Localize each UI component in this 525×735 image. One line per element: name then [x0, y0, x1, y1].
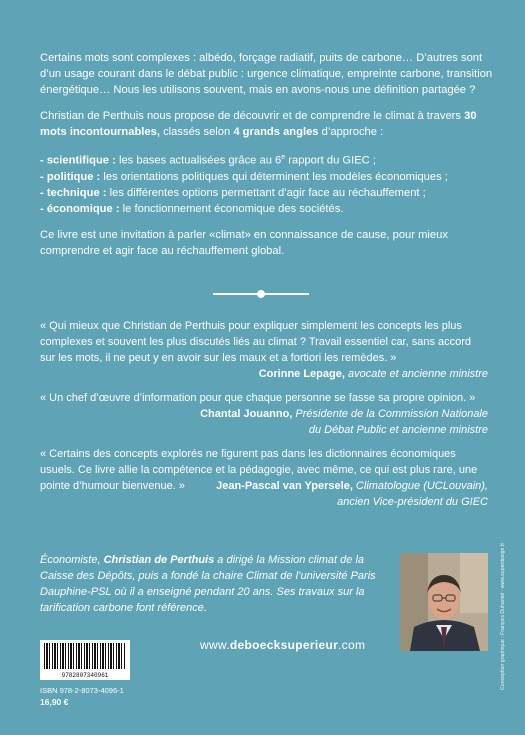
quote-attribution-line2: du Débat Public et ancienne ministre	[308, 424, 488, 436]
design-credits: Conception graphique : François Duhamel · www.superdesign.fr	[500, 542, 506, 690]
list-item: - scientifique : les bases actualisées grâce au 6e rapport du GIEC ;	[40, 154, 376, 167]
quote-attribution-line2: ancien Vice-président du GIEC	[337, 496, 488, 508]
quote-van-ypersele	[40, 446, 488, 510]
quote-text: « Un chef d’œuvre d’information pour que chaque personne se fasse sa propre opinion. »	[40, 392, 476, 404]
quote-text: « Certains des concepts explorés ne figurent pas dans les dictionnaires économiques usuels. Ce livre allie la compétence et la pédagogie, avec même, ce qui est plus rare, une pointe d’humour bienvenue. »	[40, 448, 478, 492]
section-divider	[213, 293, 309, 295]
quote-attribution: Corinne Lepage, avocate et ancienne ministre	[258, 368, 488, 380]
author-bio: Économiste, Christian de Perthuis a dirigé la Mission climat de la Caisse des Dépôts, puis a fondé la chaire Climat de l’université Paris Dauphine-PSL où il a enseigné pendant 20 ans. Ses travaux sur la tarification carbone font référence.	[40, 554, 376, 614]
barcode-number: 9782807340961	[61, 672, 109, 679]
list-item: - politique : les orientations politiques qui déterminent les modèles économiques ;	[40, 170, 448, 183]
author-portrait-image	[400, 553, 488, 651]
barcode-bars	[44, 643, 126, 669]
quote-text: « Qui mieux que Christian de Perthuis pour expliquer simplement les concepts les plus complexes et souvent les plus discutés liés au climat ? Travail essentiel car, sans accord sur les mots, il ne peut y en avoir sur les maux et a fortiori les remèdes. »	[40, 320, 472, 364]
list-item: - technique : les différentes options permettant d’agir face au réchauffement ;	[40, 186, 426, 199]
angles-list	[40, 150, 500, 217]
word-count-highlight: 30 mots incontournables,	[40, 110, 477, 138]
angles-highlight: 4 grands angles	[233, 126, 319, 138]
quote-attribution: Chantal Jouanno, Présidente de la Commission Nationale	[200, 408, 488, 420]
intro-paragraph-3: Ce livre est une invitation à parler «climat» en connaissance de cause, pour mieux comprendre et agir face au réchauffement global.	[40, 228, 448, 257]
barcode	[40, 640, 130, 680]
list-item: - économique : le fonctionnement économique des sociétés.	[40, 202, 344, 215]
intro-paragraph-2: Christian de Perthuis nous propose de découvrir et de comprendre le climat à travers 30 mots incontournables, classés selon 4 grands angles d’approche :	[40, 110, 477, 138]
author-name: Christian de Perthuis	[103, 554, 215, 566]
quotes-section	[40, 318, 488, 518]
intro-section	[40, 50, 500, 259]
intro-paragraph-1: Certains mots sont complexes : albédo, forçage radiatif, puits de carbone… D’autres sont d’un usage courant dans le débat public : urgence climatique, empreinte carbone, transition énergétique… Nous les utilisons souvent, mais en avons-nous une définition partagée ?	[40, 52, 493, 96]
price: 16,90 €	[40, 697, 69, 707]
quote-lepage	[40, 318, 488, 382]
quote-jouanno	[40, 390, 488, 438]
publisher-website: www.deboecksuperieur.com	[200, 638, 366, 652]
isbn: ISBN 978-2-8073-4096-1	[40, 686, 124, 695]
author-photo	[400, 553, 488, 651]
quote-attribution: Jean-Pascal van Ypersele, Climatologue (UCLouvain),	[216, 480, 488, 492]
